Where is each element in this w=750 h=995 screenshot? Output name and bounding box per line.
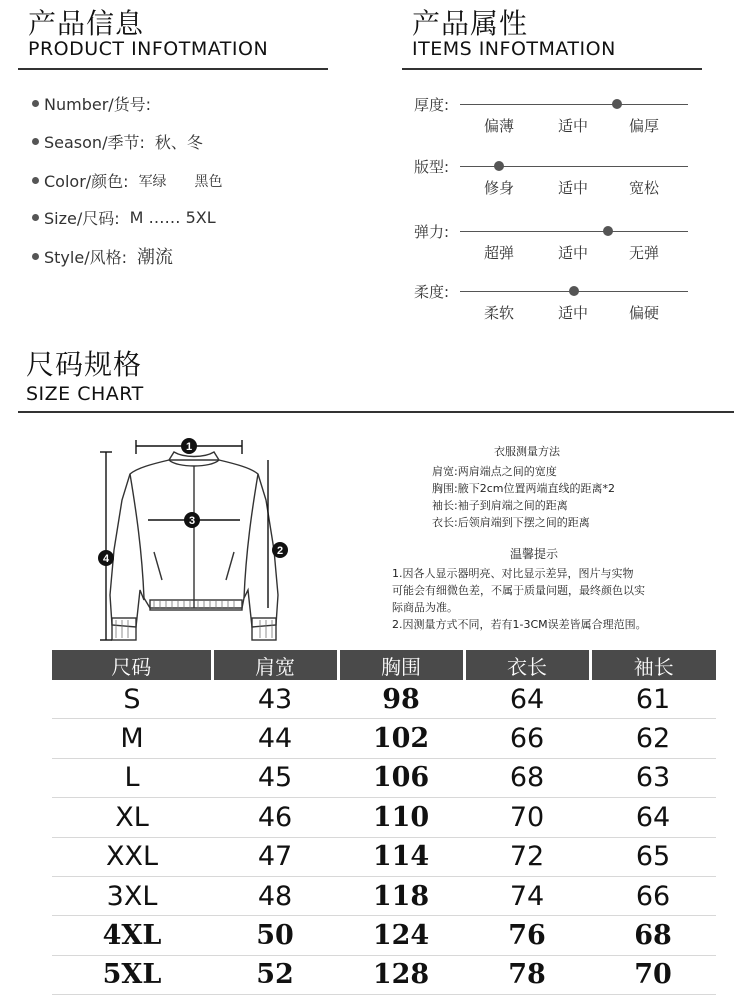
attribute-level-marker — [603, 226, 613, 236]
info-row-size — [32, 206, 216, 229]
info-value: 潮流 — [136, 247, 173, 268]
size-table-header — [52, 650, 716, 680]
header-length: 衣长 — [464, 650, 590, 680]
table-cell: 70 — [590, 955, 716, 994]
table-cell: 110 — [338, 798, 464, 837]
tip-line: 1.因各人显示器明亮、对比显示差异，图片与实物 — [392, 567, 634, 580]
table-cell: 44 — [212, 719, 338, 758]
table-cell: 5XL — [52, 955, 212, 994]
table-row — [52, 955, 716, 994]
attribute-option: 偏薄 — [483, 117, 514, 135]
table-cell: 4XL — [52, 916, 212, 955]
table-cell: 68 — [590, 916, 716, 955]
measure-term: 衣长: — [432, 516, 458, 529]
table-row — [52, 876, 716, 915]
table-row — [52, 916, 716, 955]
attribute-label: 弹力: — [414, 223, 450, 241]
info-row-number — [32, 92, 161, 115]
bullet-icon — [32, 138, 39, 145]
table-cell: 102 — [338, 719, 464, 758]
jacket-measure-diagram — [92, 430, 296, 650]
table-cell: 46 — [212, 798, 338, 837]
table-cell: 52 — [212, 955, 338, 994]
header-sleeve: 袖长 — [590, 650, 716, 680]
attribute-option: 适中 — [557, 179, 588, 197]
table-cell: 45 — [212, 758, 338, 797]
table-cell: 118 — [338, 876, 464, 915]
product-info-divider — [18, 68, 328, 70]
info-row-season — [32, 130, 203, 153]
info-label: Number/货号: — [44, 95, 152, 114]
attribute-option: 偏厚 — [628, 117, 659, 135]
marker-4-label: 4 — [102, 553, 110, 565]
measure-line — [432, 481, 615, 497]
size-chart-title-cn: 尺码规格 — [26, 348, 143, 381]
attribute-label: 版型: — [414, 158, 450, 176]
table-cell: M — [52, 719, 212, 758]
bullet-icon — [32, 214, 39, 221]
table-cell: 106 — [338, 758, 464, 797]
table-cell: 78 — [464, 955, 590, 994]
measure-term: 袖长: — [432, 499, 458, 512]
attribute-option: 修身 — [483, 179, 514, 197]
attribute-option: 柔软 — [483, 304, 514, 322]
attribute-label: 厚度: — [414, 96, 450, 114]
table-cell: 72 — [464, 837, 590, 876]
table-cell: 64 — [590, 798, 716, 837]
table-cell: 47 — [212, 837, 338, 876]
marker-1-label: 1 — [185, 441, 193, 453]
table-row — [52, 798, 716, 837]
attribute-level-marker — [569, 286, 579, 296]
table-cell: XXL — [52, 837, 212, 876]
table-row — [52, 758, 716, 797]
table-cell: 66 — [590, 876, 716, 915]
table-cell: 3XL — [52, 876, 212, 915]
attribute-option: 超弹 — [483, 244, 514, 262]
header-chest: 胸围 — [338, 650, 464, 680]
info-label: Color/颜色: — [44, 172, 129, 191]
table-cell: 68 — [464, 758, 590, 797]
table-cell: 43 — [212, 680, 338, 719]
table-cell: 62 — [590, 719, 716, 758]
size-table — [52, 650, 716, 995]
table-row — [52, 680, 716, 719]
attribute-level-marker — [494, 161, 504, 171]
marker-2-label: 2 — [276, 545, 284, 557]
header-shoulder: 肩宽 — [212, 650, 338, 680]
measure-desc: 腋下2cm位置两端直线的距离*2 — [457, 482, 615, 495]
bullet-icon — [32, 100, 39, 107]
table-cell: 66 — [464, 719, 590, 758]
table-cell: 70 — [464, 798, 590, 837]
table-cell: 114 — [338, 837, 464, 876]
table-cell: 76 — [464, 916, 590, 955]
info-row-style — [32, 243, 173, 269]
info-value: 秋、冬 — [154, 133, 203, 152]
attributes-divider — [402, 68, 702, 70]
marker-3-label: 3 — [188, 515, 196, 527]
attribute-scale-line — [460, 231, 688, 232]
measure-term: 胸围: — [432, 482, 458, 495]
attribute-option: 宽松 — [628, 179, 659, 197]
table-cell: 64 — [464, 680, 590, 719]
attribute-option: 适中 — [557, 304, 588, 322]
size-chart-title-en: SIZE CHART — [26, 383, 144, 405]
info-label: Size/尺码: — [44, 209, 120, 228]
table-cell: 74 — [464, 876, 590, 915]
attribute-option: 无弹 — [628, 244, 659, 262]
info-value: 军绿 黑色 — [138, 173, 223, 190]
info-label: Style/风格: — [44, 247, 127, 267]
bullet-icon — [32, 177, 39, 184]
table-cell: L — [52, 758, 212, 797]
table-cell: 128 — [338, 955, 464, 994]
table-cell: 48 — [212, 876, 338, 915]
header-size: 尺码 — [52, 650, 212, 680]
attribute-option: 适中 — [557, 117, 588, 135]
product-info-title-en: PRODUCT INFOTMATION — [28, 38, 269, 60]
attribute-scale-line — [460, 104, 688, 105]
measure-term: 肩宽: — [432, 465, 458, 478]
measure-line — [432, 464, 557, 480]
attribute-label: 柔度: — [414, 283, 450, 301]
attribute-level-marker — [612, 99, 622, 109]
table-cell: 65 — [590, 837, 716, 876]
table-cell: 63 — [590, 758, 716, 797]
tip-line: 2.因测量方式不同，若有1-3CM误差皆属合理范围。 — [392, 618, 647, 631]
tip-line: 可能会有细微色差，不属于质量问题，最终颜色以实 — [392, 584, 645, 597]
size-chart-divider — [18, 411, 734, 413]
attribute-option: 偏硬 — [628, 304, 659, 322]
table-row — [52, 719, 716, 758]
bullet-icon — [32, 253, 39, 260]
table-cell: 61 — [590, 680, 716, 719]
attributes-title-en: ITEMS INFOTMATION — [412, 38, 616, 60]
table-cell: XL — [52, 798, 212, 837]
table-cell: 124 — [338, 916, 464, 955]
table-cell: S — [52, 680, 212, 719]
table-cell: 50 — [212, 916, 338, 955]
measure-desc: 两肩端点之间的宽度 — [457, 465, 557, 478]
product-info-title-cn: 产品信息 — [28, 7, 145, 40]
table-row — [52, 837, 716, 876]
info-value: M …… 5XL — [129, 208, 216, 227]
table-cell: 98 — [338, 680, 464, 719]
attributes-title-cn: 产品属性 — [412, 7, 529, 40]
measure-desc: 后领肩端到下摆之间的距离 — [457, 516, 590, 529]
tips-title: 温馨提示 — [510, 547, 559, 561]
measure-desc: 袖子到肩端之间的距离 — [457, 499, 568, 512]
measure-title: 衣服测量方法 — [494, 445, 560, 458]
measure-line — [432, 515, 590, 531]
tip-line: 际商品为准。 — [392, 601, 458, 614]
info-row-color — [32, 169, 223, 192]
measure-line — [432, 498, 568, 514]
attribute-option: 适中 — [557, 244, 588, 262]
info-label: Season/季节: — [44, 133, 145, 152]
